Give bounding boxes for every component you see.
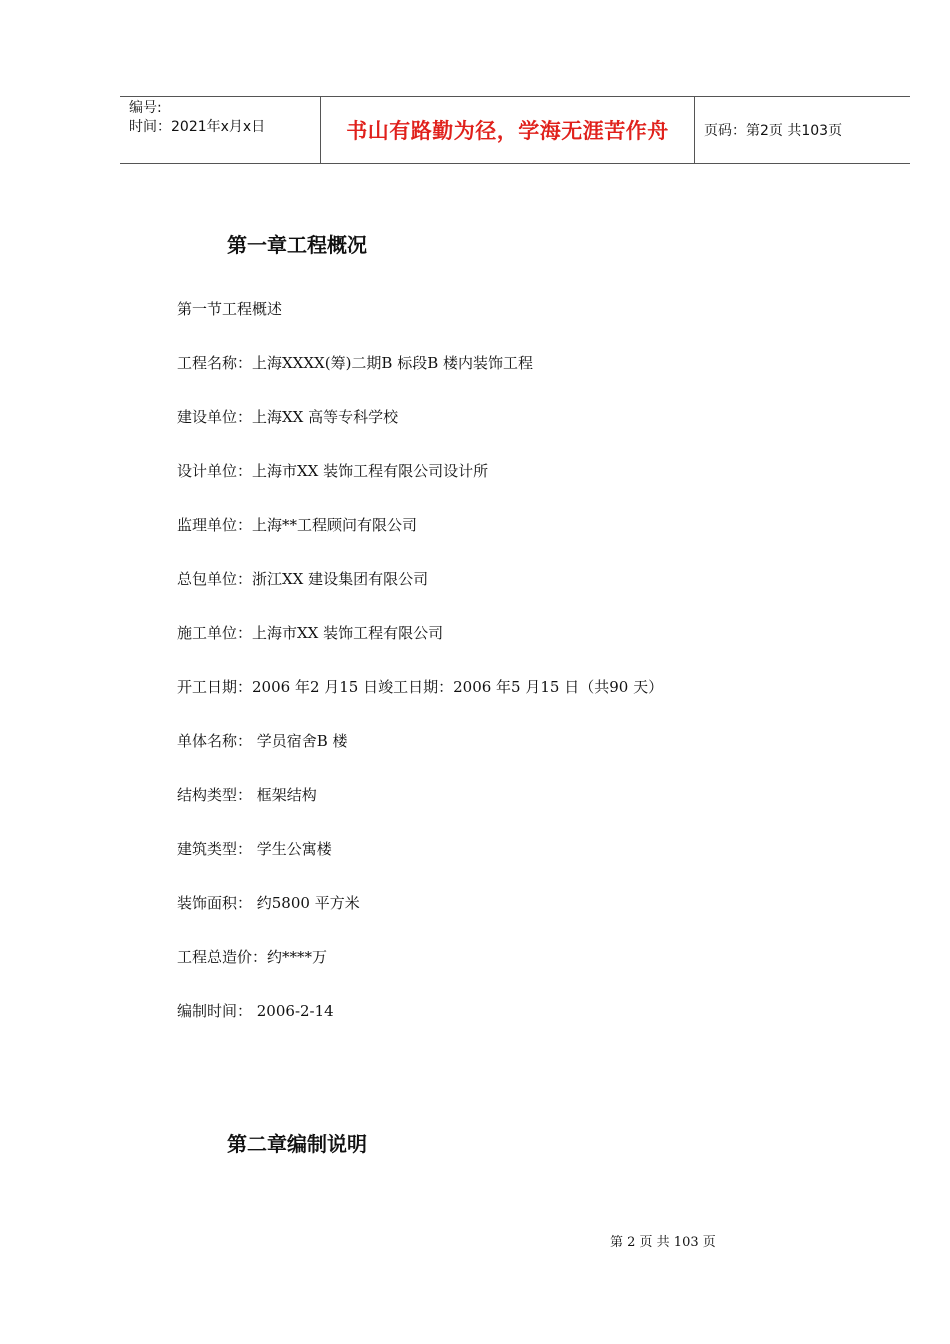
info-line: 工程总造价：约****万 bbox=[177, 948, 328, 966]
page-header bbox=[120, 96, 910, 164]
info-line: 建筑类型： 学生公寓楼 bbox=[177, 840, 332, 858]
page-footer: 第 2 页 共 103 页 bbox=[610, 1235, 716, 1250]
info-line: 工程名称：上海XXXX(筹)二期B 标段B 楼内装饰工程 bbox=[177, 354, 534, 372]
chapter-2-title: 第二章编制说明 bbox=[227, 1132, 367, 1156]
info-line: 施工单位：上海市XX 装饰工程有限公司 bbox=[177, 624, 444, 642]
info-line: 设计单位：上海市XX 装饰工程有限公司设计所 bbox=[177, 462, 489, 480]
info-line: 监理单位：上海**工程顾问有限公司 bbox=[177, 516, 418, 534]
section-1-title: 第一节工程概述 bbox=[177, 300, 283, 318]
info-line: 单体名称： 学员宿舍B 楼 bbox=[177, 732, 348, 750]
info-line: 建设单位：上海XX 高等专科学校 bbox=[177, 408, 399, 426]
info-line: 编制时间： 2006-2-14 bbox=[177, 1002, 334, 1020]
header-page-info: 页码：第2页 共103页 bbox=[704, 123, 843, 139]
header-motto: 书山有路勤为径，学海无涯苦作舟 bbox=[321, 97, 695, 163]
header-meta-cell bbox=[120, 97, 321, 163]
info-line: 结构类型： 框架结构 bbox=[177, 786, 317, 804]
document-number-label: 编号: bbox=[129, 100, 162, 116]
chapter-1-title: 第一章工程概况 bbox=[227, 233, 367, 257]
info-line: 开工日期：2006 年2 月15 日竣工日期：2006 年5 月15 日（共90 天） bbox=[177, 678, 664, 696]
document-time-label: 时间：2021年x月x日 bbox=[129, 119, 266, 135]
info-line: 装饰面积： 约5800 平方米 bbox=[177, 894, 360, 912]
info-line: 总包单位：浙江XX 建设集团有限公司 bbox=[177, 570, 429, 588]
